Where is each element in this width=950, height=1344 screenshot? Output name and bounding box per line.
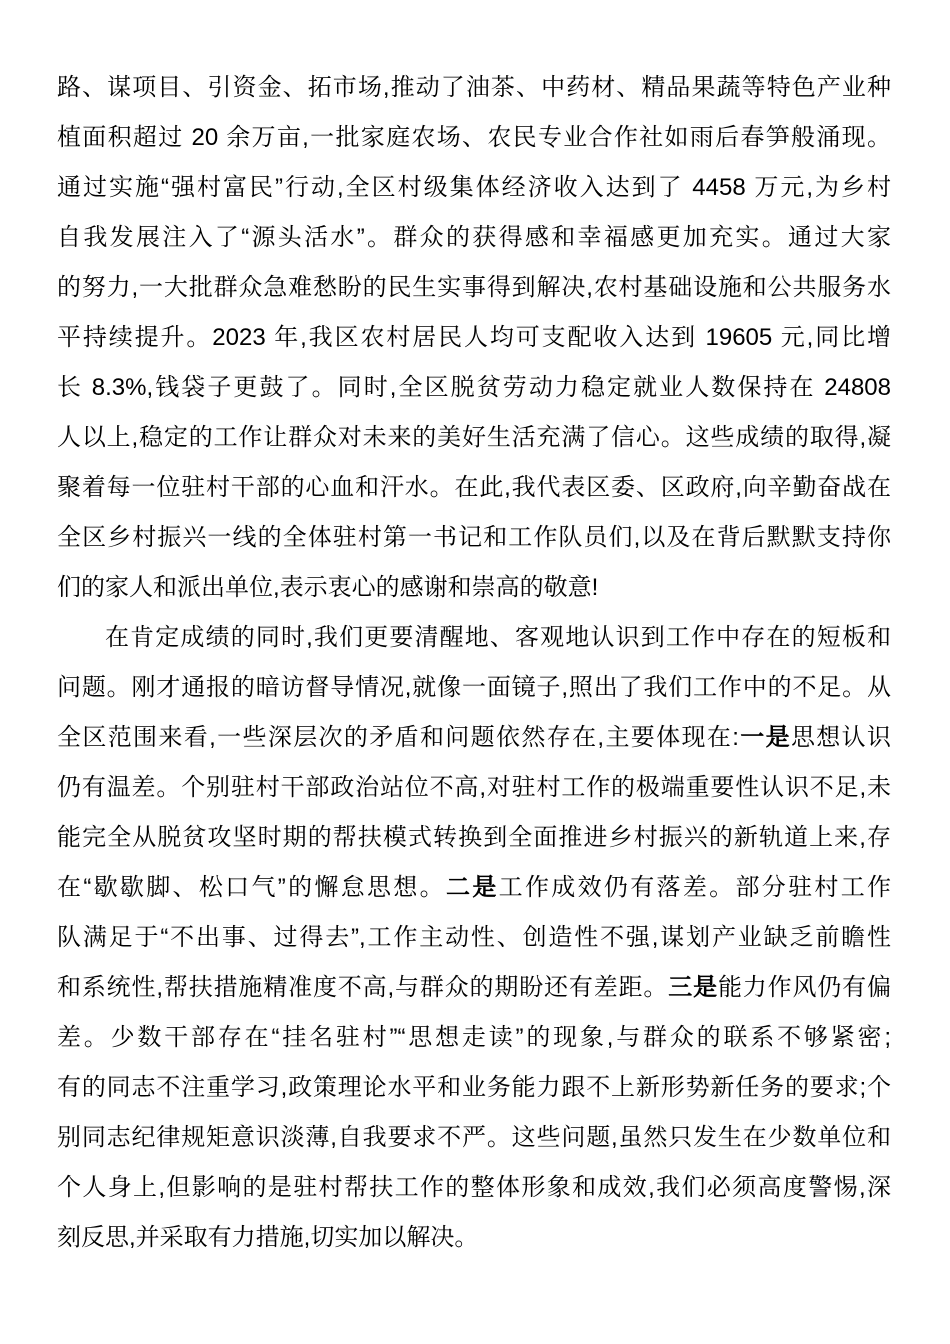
- text-run: 在肯定成绩的同时,我们更要清醒地、客观地认识到工作中存在的短板和: [105, 624, 891, 651]
- text-run: 别同志纪律规矩意识淡薄,自我要求不严。这些问题,虽然只发生在少数单位和: [57, 1124, 891, 1151]
- text-run: 聚着每一位驻村干部的心血和汗水。在此,我代表区委、区政府,向辛勤奋战在: [57, 474, 891, 501]
- text-run: 刻反思,并采取有力措施,切实加以解决。: [57, 1224, 479, 1251]
- text-run: 全区乡村振兴一线的全体驻村第一书记和工作队员们,以及在背后默默支持你: [57, 524, 891, 551]
- text-line: [57, 63, 891, 113]
- text-line: [57, 113, 891, 163]
- text-line: [57, 613, 891, 663]
- text-run: 通过实施“强村富民”行动,全区村级集体经济收入达到了 4458 万元,为乡村: [57, 174, 891, 201]
- bold-text-run: 一是: [738, 724, 791, 751]
- text-line: [57, 363, 891, 413]
- text-line: [57, 1213, 891, 1263]
- text-run: 长 8.3%,钱袋子更鼓了。同时,全区脱贫劳动力稳定就业人数保持在 24808: [57, 374, 891, 401]
- text-run: 队满足于“不出事、过得去”,工作主动性、创造性不强,谋划产业缺乏前瞻性: [57, 924, 891, 951]
- text-line: [57, 763, 891, 813]
- text-line: [57, 713, 891, 763]
- text-run: 植面积超过 20 余万亩,一批家庭农场、农民专业合作社如雨后春笋般涌现。: [57, 124, 891, 151]
- text-line: [57, 1163, 891, 1213]
- text-run: 能完全从脱贫攻坚时期的帮扶模式转换到全面推进乡村振兴的新轨道上来,存: [57, 824, 891, 851]
- text-line: [57, 1113, 891, 1163]
- text-line: [57, 413, 891, 463]
- text-line: [57, 513, 891, 563]
- text-line: [57, 1063, 891, 1113]
- text-line: [57, 813, 891, 863]
- text-run: 问题。刚才通报的暗访督导情况,就像一面镜子,照出了我们工作中的不足。从: [57, 674, 891, 701]
- text-line: [57, 1013, 891, 1063]
- text-run: 仍有温差。个别驻村干部政治站位不高,对驻村工作的极端重要性认识不足,未: [57, 774, 891, 801]
- text-run: 个人身上,但影响的是驻村帮扶工作的整体形象和成效,我们必须高度警惕,深: [57, 1174, 891, 1201]
- bold-text-run: 三是: [668, 974, 718, 1001]
- text-run: 路、谋项目、引资金、拓市场,推动了油茶、中药材、精品果蔬等特色产业种: [57, 74, 891, 101]
- text-run: 在“歇歇脚、松口气”的懈怠思想。: [57, 874, 446, 901]
- text-run: 工作成效仍有落差。部分驻村工作: [498, 874, 891, 901]
- text-run: 人以上,稳定的工作让群众对未来的美好生活充满了信心。这些成绩的取得,凝: [57, 424, 891, 451]
- text-run: 差。少数干部存在“挂名驻村”“思想走读”的现象,与群众的联系不够紧密;: [57, 1024, 891, 1051]
- text-run: 和系统性,帮扶措施精准度不高,与群众的期盼还有差距。: [57, 974, 669, 1001]
- text-line: [57, 863, 891, 913]
- text-line: [57, 163, 891, 213]
- text-line: [57, 563, 891, 613]
- text-run: 平持续提升。2023 年,我区农村居民人均可支配收入达到 19605 元,同比增: [57, 324, 891, 351]
- text-line: [57, 963, 891, 1013]
- text-run: 思想认识: [790, 724, 891, 751]
- text-line: [57, 463, 891, 513]
- text-run: 们的家人和派出单位,表示衷心的感谢和崇高的敬意!: [57, 574, 599, 601]
- bold-text-run: 二是: [446, 874, 499, 901]
- text-line: [57, 213, 891, 263]
- text-line: [57, 313, 891, 363]
- document-body: [57, 63, 891, 1263]
- text-run: 有的同志不注重学习,政策理论水平和业务能力跟不上新形势新任务的要求;个: [57, 1074, 891, 1101]
- text-line: [57, 663, 891, 713]
- text-line: [57, 913, 891, 963]
- text-run: 能力作风仍有偏: [717, 974, 891, 1001]
- text-run: 全区范围来看,一些深层次的矛盾和问题依然存在,主要体现在:: [57, 724, 739, 751]
- text-line: [57, 263, 891, 313]
- text-run: 自我发展注入了“源头活水”。群众的获得感和幸福感更加充实。通过大家: [57, 224, 891, 251]
- text-run: 的努力,一大批群众急难愁盼的民生实事得到解决,农村基础设施和公共服务水: [57, 274, 891, 301]
